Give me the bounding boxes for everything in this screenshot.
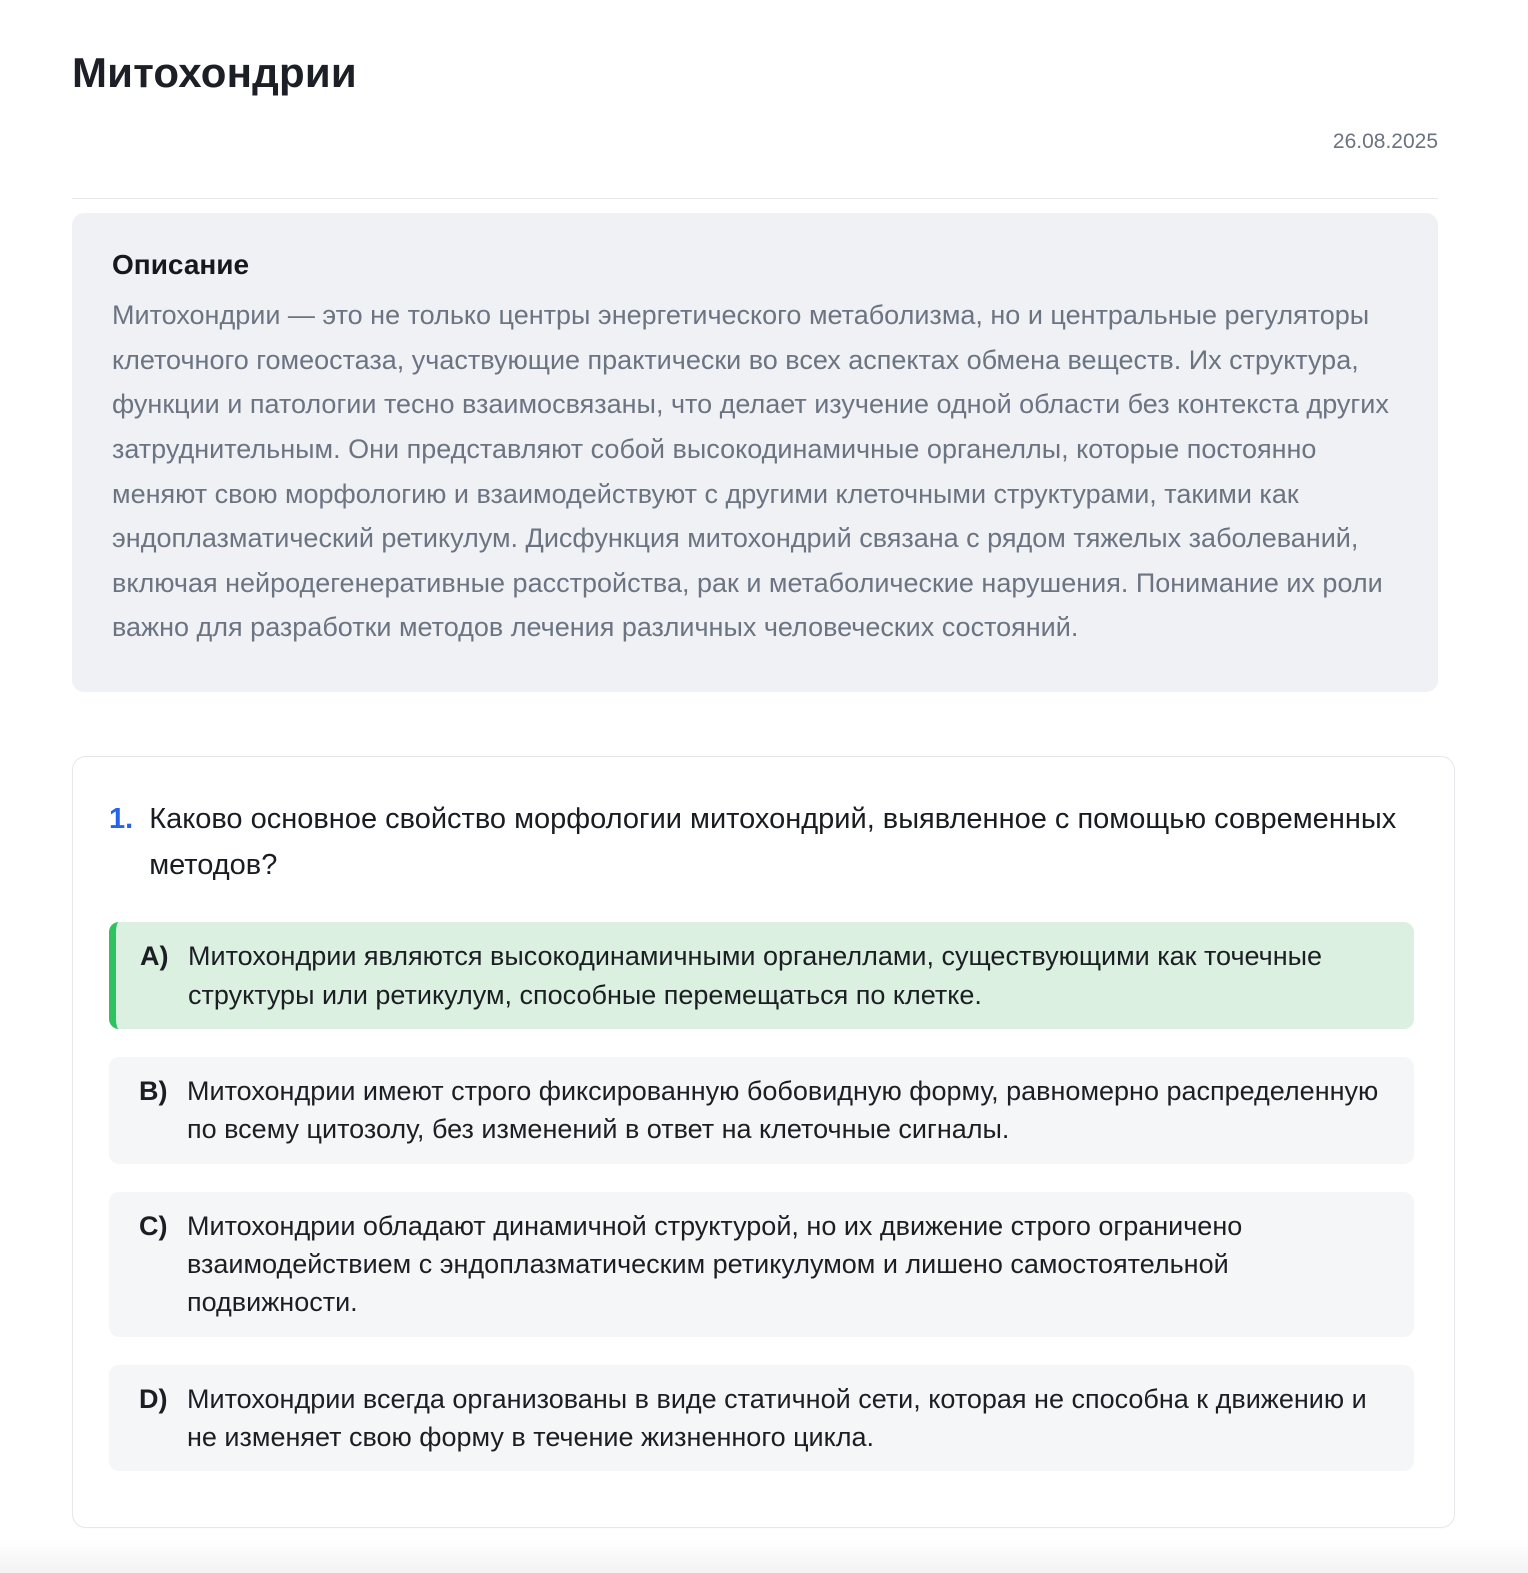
description-heading: Описание	[112, 249, 250, 281]
option-c-label: C)	[139, 1210, 168, 1241]
option-b-text: Митохондрии имеют строго фиксированную бобовидную форму, равномерно распределенную по всему цитозолу, без изменений в ответ на клеточные сигналы.	[187, 1076, 1379, 1145]
option-b-label: B)	[139, 1076, 168, 1107]
header-divider	[72, 198, 1438, 199]
option-a-label: A)	[140, 941, 169, 972]
answer-option-d[interactable]	[109, 1365, 1414, 1472]
answer-option-c[interactable]	[109, 1192, 1414, 1337]
answer-option-a[interactable]	[109, 922, 1414, 1029]
question-card	[72, 756, 1455, 1529]
option-c-text: Митохондрии обладают динамичной структурой, но их движение строго ограничено взаимодействием с эндоплазматическим ретикулумом и лишено самостоятельной подвижности.	[187, 1210, 1243, 1318]
question-text: Каково основное свойство морфологии митохондрий, выявленное с помощью современных методов?	[149, 802, 1397, 881]
description-text: Митохондрии — это не только центры энергетического метаболизма, но и центральные регуляторы клеточного гомеостаза, участвующие практически во всех аспектах обмена веществ. Их структура, функции и патологии тесно взаимосвязаны, что делает изучение одной области без контекста других затруднительным. Они представляют собой высокодинамичные органеллы, которые постоянно меняют свою морфологию и взаимодействуют с другими клеточными структурами, такими как эндоплазматический ретикулум. Дисфункция митохондрий связана с рядом тяжелых заболеваний, включая нейродегенеративные расстройства, рак и метаболические нарушения. Понимание их роли важно для разработки методов лечения различных человеческих состояний.	[112, 300, 1389, 643]
page-title: Митохондрии	[72, 49, 357, 96]
answer-option-b[interactable]	[109, 1057, 1414, 1164]
next-card-edge	[0, 1539, 1528, 1573]
question-number: 1.	[109, 802, 134, 835]
description-box	[72, 213, 1438, 691]
option-a-text: Митохондрии являются высокодинамичными органеллами, существующими как точечные структуры или ретикулум, способные перемещаться по клетке.	[188, 941, 1323, 1010]
document-date: 26.08.2025	[1332, 130, 1438, 154]
option-d-text: Митохондрии всегда организованы в виде статичной сети, которая не способна к движению и не изменяет свою форму в течение жизненного цикла.	[187, 1383, 1367, 1453]
option-d-label: D)	[139, 1383, 168, 1414]
answer-options	[109, 922, 1414, 1471]
question-1	[109, 797, 1414, 889]
